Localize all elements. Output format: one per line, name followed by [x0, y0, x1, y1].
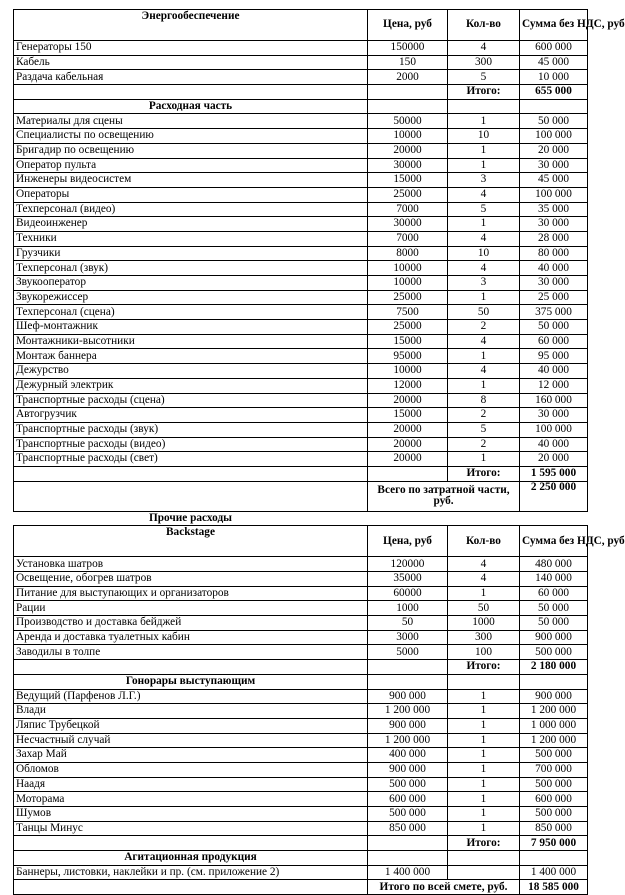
item-sum: 30 000 [520, 276, 588, 291]
item-name: Несчастный случай [14, 733, 368, 748]
item-price: 20000 [368, 437, 448, 452]
item-sum: 100 000 [520, 187, 588, 202]
item-name: Ляпис Трубецкой [14, 718, 368, 733]
item-price: 10000 [368, 129, 448, 144]
item-sum: 40 000 [520, 437, 588, 452]
item-quantity: 2 [448, 408, 520, 423]
item-quantity: 1 [448, 217, 520, 232]
section-title: Агитационная продукция [14, 851, 368, 866]
item-quantity: 1 [448, 718, 520, 733]
item-sum: 35 000 [520, 202, 588, 217]
item-quantity: 10 [448, 246, 520, 261]
table-row [14, 557, 588, 572]
table-row [14, 349, 588, 364]
table-row [14, 378, 588, 393]
item-price: 8000 [368, 246, 448, 261]
total-value: 7 950 000 [520, 836, 588, 851]
item-quantity: 1 [448, 821, 520, 836]
empty-cell [448, 674, 520, 689]
total-value: 1 595 000 [520, 466, 588, 481]
table-row [14, 792, 588, 807]
item-sum: 30 000 [520, 217, 588, 232]
item-name: Шеф-монтажник [14, 320, 368, 335]
item-price: 10000 [368, 276, 448, 291]
price-column-header: Цена, руб [368, 526, 448, 557]
item-price: 25000 [368, 187, 448, 202]
table-row [14, 129, 588, 144]
item-quantity: 4 [448, 334, 520, 349]
item-name: Монтажники-высотники [14, 334, 368, 349]
table-row [14, 748, 588, 763]
item-sum: 45 000 [520, 173, 588, 188]
item-name: Дежурный электрик [14, 378, 368, 393]
item-name: Операторы [14, 187, 368, 202]
item-quantity: 2 [448, 437, 520, 452]
empty-cell [520, 851, 588, 866]
item-quantity: 4 [448, 572, 520, 587]
empty-cell [368, 466, 448, 481]
item-sum: 60 000 [520, 334, 588, 349]
item-quantity: 1000 [448, 616, 520, 631]
item-sum: 10 000 [520, 70, 588, 85]
table-row [14, 865, 588, 880]
other-title-row [14, 511, 588, 526]
item-name: Материалы для сцены [14, 114, 368, 129]
item-sum: 160 000 [520, 393, 588, 408]
consumables-title-row [14, 99, 588, 114]
item-price: 95000 [368, 349, 448, 364]
item-sum: 850 000 [520, 821, 588, 836]
item-sum: 45 000 [520, 55, 588, 70]
item-quantity: 4 [448, 364, 520, 379]
item-name: Техники [14, 231, 368, 246]
item-sum: 140 000 [520, 572, 588, 587]
item-quantity: 10 [448, 129, 520, 144]
item-sum: 500 000 [520, 748, 588, 763]
table-row [14, 290, 588, 305]
item-name: Питание для выступающих и организаторов [14, 586, 368, 601]
item-quantity: 1 [448, 689, 520, 704]
empty-cell [14, 660, 368, 675]
item-quantity: 1 [448, 792, 520, 807]
item-name: Генераторы 150 [14, 41, 368, 56]
item-sum: 900 000 [520, 689, 588, 704]
item-price: 20000 [368, 393, 448, 408]
item-quantity: 3 [448, 173, 520, 188]
item-name: Техперсонал (сцена) [14, 305, 368, 320]
item-name: Наадя [14, 777, 368, 792]
table-row [14, 601, 588, 616]
empty-cell [368, 511, 588, 526]
item-name: Раздача кабельная [14, 70, 368, 85]
section-title: Энергообеспечение [14, 10, 368, 41]
table-row [14, 408, 588, 423]
table-row [14, 422, 588, 437]
empty-cell [368, 674, 448, 689]
section-title: Backstage [14, 526, 368, 557]
empty-cell [448, 99, 520, 114]
item-quantity: 4 [448, 231, 520, 246]
energy-total-row [14, 85, 588, 100]
item-name: Звукорежиссер [14, 290, 368, 305]
grand-total-row [14, 880, 588, 895]
item-quantity: 2 [448, 320, 520, 335]
item-sum: 100 000 [520, 129, 588, 144]
item-name: Техперсонал (видео) [14, 202, 368, 217]
item-quantity: 1 [448, 807, 520, 822]
table-row [14, 305, 588, 320]
table-row [14, 334, 588, 349]
item-quantity: 1 [448, 762, 520, 777]
item-quantity [448, 865, 520, 880]
item-sum: 50 000 [520, 601, 588, 616]
table-row [14, 616, 588, 631]
table-row [14, 452, 588, 467]
item-sum: 25 000 [520, 290, 588, 305]
item-quantity: 1 [448, 158, 520, 173]
item-sum: 20 000 [520, 143, 588, 158]
empty-cell [14, 880, 368, 895]
item-name: Кабель [14, 55, 368, 70]
empty-cell [14, 836, 368, 851]
table-row [14, 821, 588, 836]
item-name: Установка шатров [14, 557, 368, 572]
table-row [14, 55, 588, 70]
empty-cell [520, 99, 588, 114]
item-quantity: 3 [448, 276, 520, 291]
item-price: 150 [368, 55, 448, 70]
total-value: 2 180 000 [520, 660, 588, 675]
table-row [14, 393, 588, 408]
item-sum: 30 000 [520, 158, 588, 173]
item-name: Рации [14, 601, 368, 616]
section-title: Расходная часть [14, 99, 368, 114]
empty-cell [14, 466, 368, 481]
table-row [14, 231, 588, 246]
item-price: 1000 [368, 601, 448, 616]
item-price: 15000 [368, 173, 448, 188]
item-name: Грузчики [14, 246, 368, 261]
table-row [14, 586, 588, 601]
item-sum: 12 000 [520, 378, 588, 393]
item-quantity: 1 [448, 748, 520, 763]
item-price: 400 000 [368, 748, 448, 763]
item-price: 3000 [368, 630, 448, 645]
item-quantity: 4 [448, 41, 520, 56]
item-price: 12000 [368, 378, 448, 393]
empty-cell [368, 660, 448, 675]
item-price: 150000 [368, 41, 448, 56]
table-row [14, 114, 588, 129]
item-price: 7000 [368, 231, 448, 246]
item-price: 900 000 [368, 718, 448, 733]
item-name: Производство и доставка бейджей [14, 616, 368, 631]
item-name: Звукооператор [14, 276, 368, 291]
item-sum: 20 000 [520, 452, 588, 467]
item-price: 10000 [368, 364, 448, 379]
item-quantity: 8 [448, 393, 520, 408]
item-quantity: 1 [448, 290, 520, 305]
table-row [14, 320, 588, 335]
item-sum: 500 000 [520, 777, 588, 792]
fees-total-row [14, 836, 588, 851]
item-name: Освещение, обогрев шатров [14, 572, 368, 587]
item-price: 900 000 [368, 689, 448, 704]
table-row [14, 437, 588, 452]
total-label: Итого: [448, 466, 520, 481]
item-price: 15000 [368, 334, 448, 349]
item-quantity: 1 [448, 378, 520, 393]
table-row [14, 246, 588, 261]
table-row [14, 777, 588, 792]
consumables-total-row [14, 466, 588, 481]
item-name: Техперсонал (звук) [14, 261, 368, 276]
item-name: Видеоинженер [14, 217, 368, 232]
item-sum: 1 000 000 [520, 718, 588, 733]
energy-header-row [14, 10, 588, 41]
item-name: Моторама [14, 792, 368, 807]
fees-title-row [14, 674, 588, 689]
item-quantity: 1 [448, 704, 520, 719]
item-sum: 50 000 [520, 320, 588, 335]
item-quantity: 1 [448, 452, 520, 467]
price-column-header: Цена, руб [368, 10, 448, 41]
item-price: 30000 [368, 217, 448, 232]
grand-total-value: 18 585 000 [520, 880, 588, 895]
item-price: 10000 [368, 261, 448, 276]
item-sum: 1 400 000 [520, 865, 588, 880]
item-sum: 500 000 [520, 807, 588, 822]
item-name: Транспортные расходы (сцена) [14, 393, 368, 408]
item-quantity: 1 [448, 114, 520, 129]
item-sum: 500 000 [520, 645, 588, 660]
empty-cell [368, 851, 448, 866]
item-name: Транспортные расходы (свет) [14, 452, 368, 467]
item-quantity: 300 [448, 630, 520, 645]
item-name: Ведущий (Парфенов Л.Г.) [14, 689, 368, 704]
item-quantity: 1 [448, 777, 520, 792]
total-label: Итого: [448, 660, 520, 675]
item-quantity: 1 [448, 143, 520, 158]
item-quantity: 50 [448, 305, 520, 320]
item-sum: 1 200 000 [520, 733, 588, 748]
item-quantity: 4 [448, 557, 520, 572]
item-sum: 30 000 [520, 408, 588, 423]
table-row [14, 217, 588, 232]
item-sum: 40 000 [520, 364, 588, 379]
item-sum: 600 000 [520, 41, 588, 56]
table-row [14, 630, 588, 645]
item-quantity: 100 [448, 645, 520, 660]
table-row [14, 645, 588, 660]
item-sum: 50 000 [520, 616, 588, 631]
table-row [14, 762, 588, 777]
table-row [14, 187, 588, 202]
item-price: 60000 [368, 586, 448, 601]
item-sum: 600 000 [520, 792, 588, 807]
item-price: 5000 [368, 645, 448, 660]
item-name: Автогрузчик [14, 408, 368, 423]
empty-cell [368, 836, 448, 851]
item-price: 20000 [368, 143, 448, 158]
backstage-header-row [14, 526, 588, 557]
grand-total-label: Итого по всей смете, руб. [368, 880, 520, 895]
item-name: Специалисты по освещению [14, 129, 368, 144]
quantity-column-header: Кол-во [448, 526, 520, 557]
section-title: Гонорары выступающим [14, 674, 368, 689]
table-row [14, 202, 588, 217]
item-price: 30000 [368, 158, 448, 173]
item-quantity: 5 [448, 202, 520, 217]
item-quantity: 1 [448, 586, 520, 601]
item-quantity: 5 [448, 70, 520, 85]
table-row [14, 158, 588, 173]
item-name: Инженеры видеосистем [14, 173, 368, 188]
total-value: 655 000 [520, 85, 588, 100]
empty-cell [520, 674, 588, 689]
item-name: Транспортные расходы (звук) [14, 422, 368, 437]
item-price: 20000 [368, 452, 448, 467]
item-price: 20000 [368, 422, 448, 437]
item-price: 25000 [368, 320, 448, 335]
item-name: Монтаж баннера [14, 349, 368, 364]
cost-total-label: Всего по затратной части, руб. [368, 481, 520, 511]
item-name: Баннеры, листовки, наклейки и пр. (см. приложение 2) [14, 865, 368, 880]
item-price: 850 000 [368, 821, 448, 836]
cost-total-row [14, 481, 588, 511]
item-name: Танцы Минус [14, 821, 368, 836]
item-price: 2000 [368, 70, 448, 85]
item-price: 900 000 [368, 762, 448, 777]
item-quantity: 1 [448, 349, 520, 364]
empty-cell [14, 85, 368, 100]
item-price: 50 [368, 616, 448, 631]
quantity-column-header: Кол-во [448, 10, 520, 41]
table-row [14, 572, 588, 587]
item-name: Оператор пульта [14, 158, 368, 173]
item-price: 50000 [368, 114, 448, 129]
item-sum: 1 200 000 [520, 704, 588, 719]
item-sum: 375 000 [520, 305, 588, 320]
sum-column-header: Сумма без НДС, руб [520, 526, 588, 557]
item-price: 15000 [368, 408, 448, 423]
item-quantity: 300 [448, 55, 520, 70]
item-name: Бригадир по освещению [14, 143, 368, 158]
item-sum: 28 000 [520, 231, 588, 246]
item-sum: 80 000 [520, 246, 588, 261]
item-price: 600 000 [368, 792, 448, 807]
table-row [14, 261, 588, 276]
item-sum: 900 000 [520, 630, 588, 645]
item-price: 1 400 000 [368, 865, 448, 880]
empty-cell [368, 85, 448, 100]
empty-cell [448, 851, 520, 866]
item-price: 500 000 [368, 807, 448, 822]
other-total-row [14, 660, 588, 675]
table-row [14, 143, 588, 158]
sum-column-header: Сумма без НДС, руб [520, 10, 588, 41]
item-quantity: 5 [448, 422, 520, 437]
item-price: 25000 [368, 290, 448, 305]
item-price: 120000 [368, 557, 448, 572]
item-price: 500 000 [368, 777, 448, 792]
item-sum: 40 000 [520, 261, 588, 276]
table-row [14, 704, 588, 719]
item-name: Заводилы в толпе [14, 645, 368, 660]
cost-total-value: 2 250 000 [520, 481, 588, 511]
item-sum: 100 000 [520, 422, 588, 437]
item-price: 1 200 000 [368, 733, 448, 748]
table-row [14, 276, 588, 291]
table-row [14, 807, 588, 822]
item-price: 7000 [368, 202, 448, 217]
item-sum: 50 000 [520, 114, 588, 129]
estimate-table [13, 9, 625, 895]
item-sum: 60 000 [520, 586, 588, 601]
item-name: Обломов [14, 762, 368, 777]
agitation-title-row [14, 851, 588, 866]
item-name: Влади [14, 704, 368, 719]
table-row [14, 364, 588, 379]
item-quantity: 4 [448, 187, 520, 202]
table-row [14, 733, 588, 748]
item-name: Шумов [14, 807, 368, 822]
empty-cell [14, 481, 368, 511]
section-title: Прочие расходы [14, 511, 368, 526]
item-price: 1 200 000 [368, 704, 448, 719]
item-price: 7500 [368, 305, 448, 320]
item-sum: 95 000 [520, 349, 588, 364]
item-name: Захар Май [14, 748, 368, 763]
item-quantity: 50 [448, 601, 520, 616]
empty-cell [368, 99, 448, 114]
item-name: Дежурство [14, 364, 368, 379]
item-sum: 700 000 [520, 762, 588, 777]
estimate-table-body [14, 10, 625, 895]
item-sum: 480 000 [520, 557, 588, 572]
table-row [14, 41, 588, 56]
item-price: 35000 [368, 572, 448, 587]
table-row [14, 173, 588, 188]
item-quantity: 4 [448, 261, 520, 276]
table-row [14, 70, 588, 85]
item-quantity: 1 [448, 733, 520, 748]
table-row [14, 689, 588, 704]
total-label: Итого: [448, 85, 520, 100]
table-row [14, 718, 588, 733]
item-name: Аренда и доставка туалетных кабин [14, 630, 368, 645]
total-label: Итого: [448, 836, 520, 851]
item-name: Транспортные расходы (видео) [14, 437, 368, 452]
